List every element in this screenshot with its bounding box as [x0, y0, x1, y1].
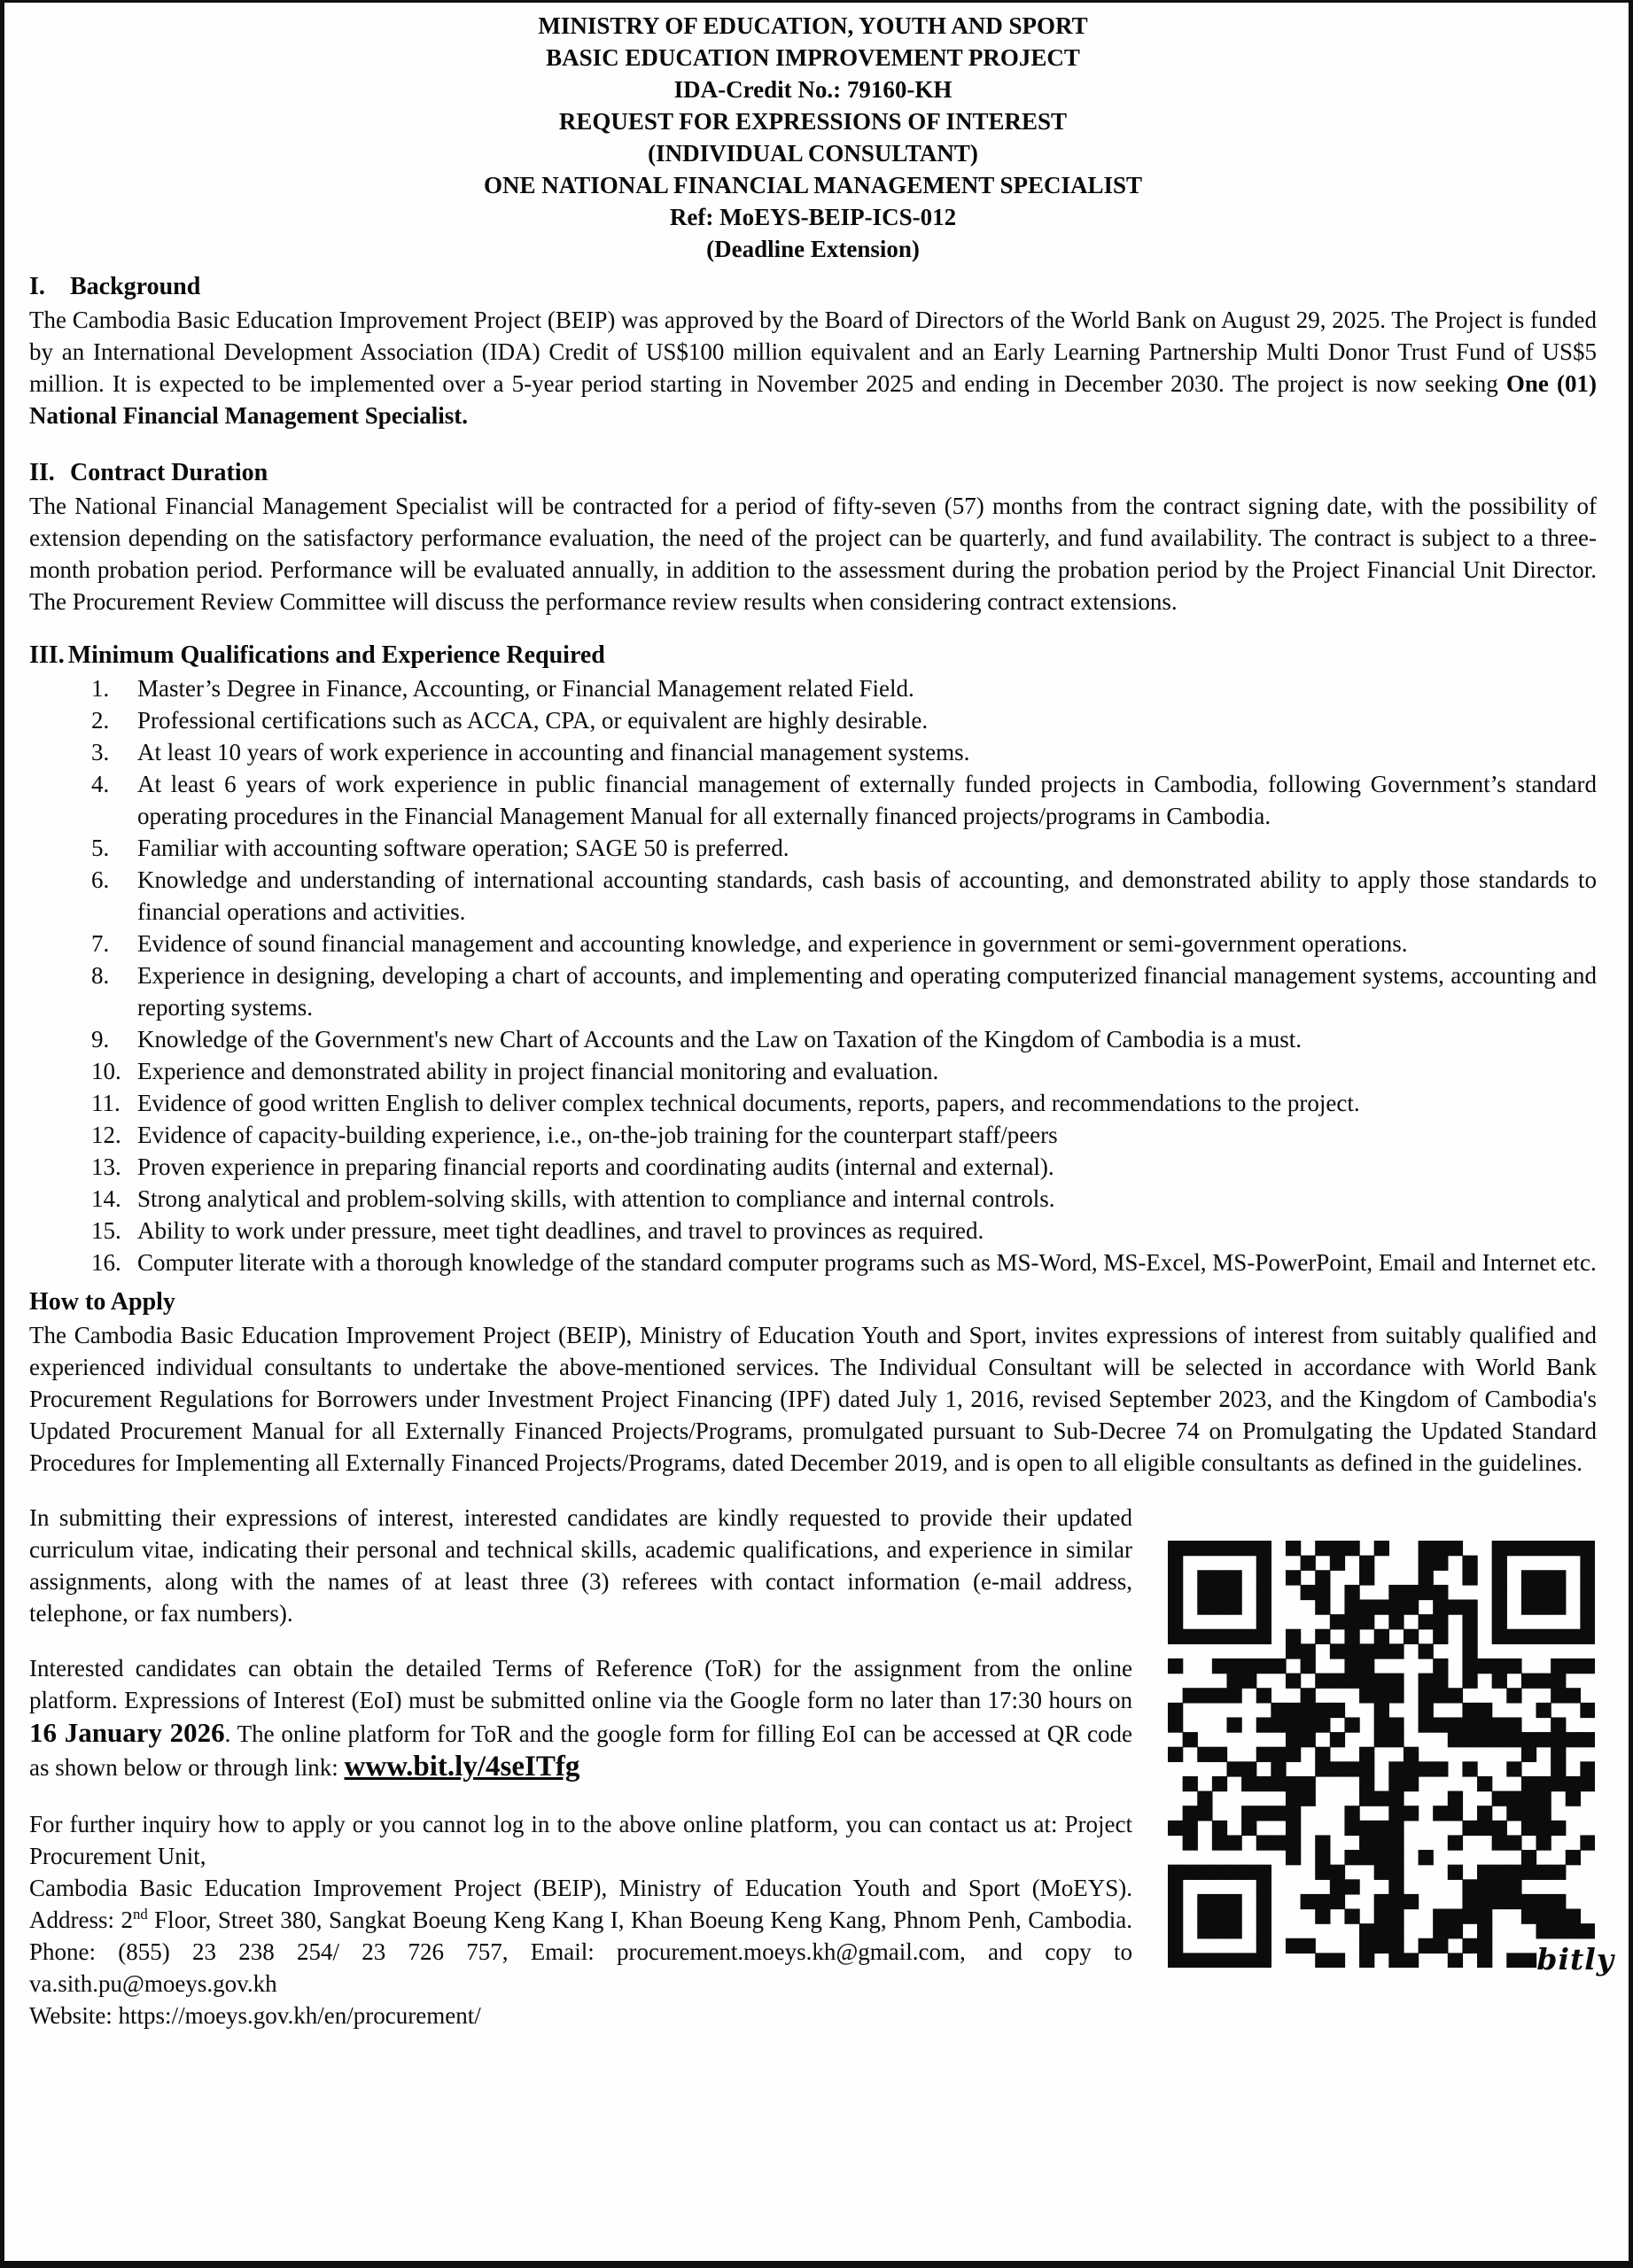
- header-ministry: MINISTRY OF EDUCATION, YOUTH AND SPORT: [538, 12, 1088, 39]
- list-item: [91, 1087, 1597, 1119]
- item-number: 9.: [91, 1026, 110, 1052]
- section-body: The National Financial Management Specialist will be contracted for a period of fifty-seven (57) months from the contract signing date, with the possibility of extension depending on the satisfactory performance evaluation, the need of the project can be quarterly, and fund availability. The contract is subject to a three-month probation period. Performance will be evaluated annually, in addition to the assessment during the probation period by the Project Financial Unit Director. The Procurement Review Committee will discuss the performance review results when considering contract extensions.: [29, 493, 1597, 615]
- item-text: At least 10 years of work experience in accounting and financial management systems.: [137, 739, 970, 765]
- list-item: [91, 1247, 1597, 1278]
- item-text: Professional certifications such as ACCA, CPA, or equivalent are highly desirable.: [137, 707, 929, 734]
- section-title: Background: [70, 273, 201, 300]
- background-text: The Cambodia Basic Education Improvement Project (BEIP) was approved by the Board of Directors of the World Bank on August 29, 2025. The Project is funded by an International Development Association (IDA) Credit of US$100 million equivalent and an Early Learning Partnership Multi Donor Trust Fund of US$5 million. It is expected to be implemented over a 5-year period starting in November 2025 and ending in December 2030. The project is now seeking: [29, 307, 1597, 397]
- item-number: 6.: [91, 866, 110, 893]
- section-title: Minimum Qualifications and Experience Required: [67, 641, 605, 669]
- item-number: 12.: [91, 1122, 121, 1148]
- item-text: Knowledge of the Government's new Chart of Accounts and the Law on Taxation of the Kingdom of Cambodia is a must.: [137, 1026, 1302, 1052]
- bitly-logo: bitly: [1536, 1942, 1614, 1977]
- list-item: [91, 1023, 1597, 1055]
- section-title: Contract Duration: [70, 459, 268, 486]
- item-text: Experience and demonstrated ability in project financial monitoring and evaluation.: [137, 1058, 939, 1084]
- item-number: 3.: [91, 739, 110, 765]
- item-text: Familiar with accounting software operation; SAGE 50 is preferred.: [137, 835, 789, 861]
- section-numeral: III.: [29, 641, 65, 669]
- how-to-apply-intro: The Cambodia Basic Education Improvement Project (BEIP), Ministry of Education Youth and Sport, invites expressions of interest from suitably qualified and experienced individual consultants to undertake the above-mentioned services. The Individual Consultant will be selected in accordance with World Bank Procurement Regulations for Borrowers under Investment Project Financing (IPF) dated July 1, 2016, revised September 2023, and the Kingdom of Cambodia's Updated Procurement Manual for all Externally Financed Projects/Programs, promulgated pursuant to Sub-Decree 74 on Promulgating the Updated Standard Procedures for Implementing all Externally Financed Projects/Programs, dated December 2019, and is open to all eligible consultants as defined in the guidelines.: [29, 1322, 1597, 1476]
- section-background: [29, 270, 1597, 431]
- eoi-link: www.bit.ly/4seITfg: [344, 1751, 580, 1783]
- list-item: [91, 1183, 1597, 1215]
- item-text: Proven experience in preparing financial reports and coordinating audits (internal and external).: [137, 1153, 1054, 1180]
- header-credit-no: IDA-Credit No.: 79160-KH: [673, 76, 953, 103]
- section-numeral: II.: [29, 459, 55, 486]
- item-text: Evidence of good written English to deliver complex technical documents, reports, papers, and recommendations to the project.: [137, 1090, 1360, 1116]
- item-number: 15.: [91, 1217, 121, 1244]
- header-deadline-extension: (Deadline Extension): [706, 236, 920, 262]
- deadline-date: 16 January 2026: [29, 1717, 225, 1748]
- list-item: [91, 768, 1597, 832]
- list-item: [91, 1055, 1597, 1087]
- bottom-section: [29, 1502, 1614, 2031]
- qr-column: [1132, 1502, 1614, 2031]
- item-text: Computer literate with a thorough knowledge of the standard computer programs such as MS-Word, MS-Excel, MS-PowerPoint, Email and Internet etc.: [137, 1249, 1597, 1276]
- list-item: [91, 1119, 1597, 1151]
- item-number: 7.: [91, 930, 110, 957]
- item-text: Ability to work under pressure, meet tight deadlines, and travel to provinces as required.: [137, 1217, 984, 1244]
- item-number: 11.: [91, 1090, 121, 1116]
- how-to-apply-heading: How to Apply: [29, 1288, 175, 1316]
- qr-code-image: [1168, 1541, 1595, 1968]
- section-heading: [29, 456, 1597, 490]
- header-ref: Ref: MoEYS-BEIP-ICS-012: [669, 204, 957, 230]
- paragraph-interested: [29, 1652, 1132, 1785]
- list-item: [91, 736, 1597, 768]
- item-text: Master’s Degree in Finance, Accounting, or Financial Management related Field.: [137, 675, 914, 702]
- list-item: [91, 672, 1597, 704]
- qr-code: [1168, 1541, 1614, 1977]
- item-number: 1.: [91, 675, 110, 702]
- item-number: 2.: [91, 707, 110, 734]
- list-item: [91, 832, 1597, 864]
- list-item: [91, 928, 1597, 959]
- list-item: [91, 1215, 1597, 1247]
- item-number: 4.: [91, 771, 110, 797]
- header-consultant-type: (INDIVIDUAL CONSULTANT): [648, 140, 978, 167]
- list-item: [91, 959, 1597, 1023]
- header-project: BASIC EDUCATION IMPROVEMENT PROJECT: [546, 44, 1080, 71]
- interested-text: Interested candidates can obtain the detailed Terms of Reference (ToR) for the assignment from the online platform. Expressions of Interest (EoI) must be submitted online via the Google form no later than 17:30 hours on: [29, 1655, 1132, 1713]
- section-heading: [29, 270, 1597, 304]
- item-number: 16.: [91, 1249, 121, 1276]
- list-item: [91, 864, 1597, 928]
- item-text: Strong analytical and problem-solving skills, with attention to compliance and internal controls.: [137, 1185, 1055, 1212]
- item-text: Evidence of capacity-building experience, i.e., on-the-job training for the counterpart staff/peers: [137, 1122, 1058, 1148]
- qualification-list: [91, 672, 1597, 1278]
- section-qualifications: [29, 639, 1597, 1278]
- header-position: ONE NATIONAL FINANCIAL MANAGEMENT SPECIALIST: [483, 172, 1143, 198]
- paragraph-inquiry: For further inquiry how to apply or you cannot log in to the above online platform, you can contact us at: Project Procurement Unit,: [29, 1810, 1132, 1869]
- item-number: 8.: [91, 962, 110, 989]
- item-text: Experience in designing, developing a chart of accounts, and implementing and operating computerized financial management systems, accounting and reporting systems.: [137, 962, 1597, 1021]
- contact-text: Cambodia Basic Education Improvement Project (BEIP), Ministry of Education Youth and Sport (MoEYS). Address: 2: [29, 1874, 1132, 1933]
- item-number: 10.: [91, 1058, 121, 1084]
- section-contract-duration: [29, 456, 1597, 617]
- list-item: [91, 704, 1597, 736]
- item-number: 13.: [91, 1153, 121, 1180]
- document-header: [29, 10, 1597, 265]
- bottom-text-column: [29, 1502, 1132, 2031]
- item-text: Knowledge and understanding of international accounting standards, cash basis of accounting, and demonstrated ability to apply those standards to financial operations and activities.: [137, 866, 1597, 925]
- item-number: 14.: [91, 1185, 121, 1212]
- list-item: [91, 1151, 1597, 1183]
- contact-text-2: Floor, Street 380, Sangkat Boeung Keng Kang I, Khan Boeung Keng Kang, Phnom Penh, Cambodia. Phone: (855) 23 238 254/ 23 726 757, Email: procurement.moeys.kh@gmail.com, and copy to va.sith.pu@moeys.gov.kh: [29, 1906, 1132, 1997]
- ordinal-superscript: nd: [132, 1905, 148, 1922]
- background-bold-text: One (01) National Financial Management Specialist.: [29, 370, 1598, 429]
- item-number: 5.: [91, 835, 110, 861]
- paragraph-submitting: In submitting their expressions of interest, interested candidates are kindly requested to provide their updated curriculum vitae, indicating their personal and technical skills, academic qualifications, and experience in similar assignments, along with the names of at least three (3) referees with contact information (e-mail address, telephone, or fax numbers).: [29, 1504, 1132, 1627]
- item-text: Evidence of sound financial management and accounting knowledge, and experience in government or semi-government operations.: [137, 930, 1408, 957]
- header-request-title: REQUEST FOR EXPRESSIONS OF INTEREST: [558, 108, 1068, 135]
- item-text: At least 6 years of work experience in public financial management of externally funded projects in Cambodia, following Government’s standard operating procedures in the Financial Management Manual for all externally financed projects/programs in Cambodia.: [137, 771, 1597, 829]
- paragraph-contact: [29, 1872, 1132, 2000]
- website-line: Website: https://moeys.gov.kh/en/procurement/: [29, 2001, 481, 2029]
- section-body: [29, 304, 1597, 431]
- section-heading: [29, 639, 1597, 672]
- interested-text-2: . The online platform for ToR and the google form for filling EoI can be accessed at QR code as shown below or through link:: [29, 1720, 1132, 1781]
- section-numeral: I.: [29, 273, 45, 300]
